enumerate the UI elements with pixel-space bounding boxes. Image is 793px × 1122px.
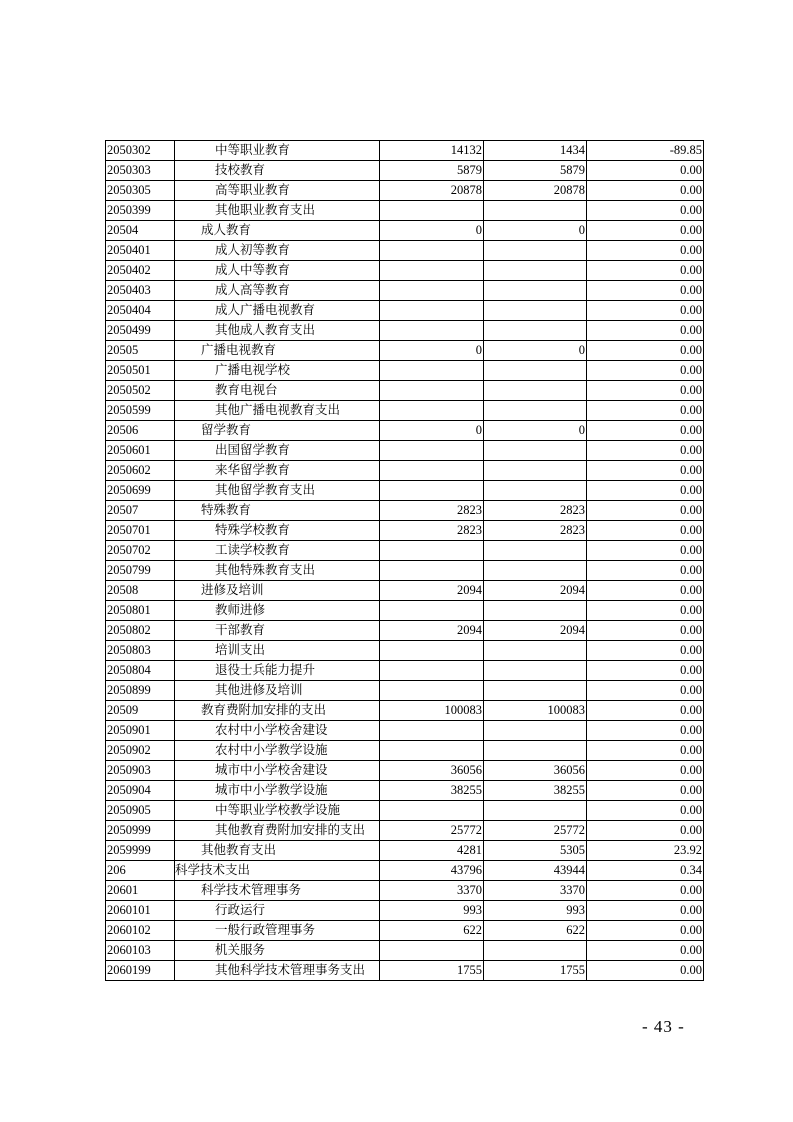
row-change-pct-cell: 0.00 (587, 321, 704, 341)
row-change-pct-cell: 0.00 (587, 221, 704, 241)
table-row (106, 821, 704, 841)
row-change-pct-cell: 0.00 (587, 201, 704, 221)
row-value-2-cell (484, 561, 587, 581)
table-row (106, 681, 704, 701)
row-value-2-cell: 0 (484, 421, 587, 441)
table-row (106, 481, 704, 501)
row-code-cell: 20507 (106, 501, 175, 521)
row-value-2-cell (484, 601, 587, 621)
row-code-cell: 2050903 (106, 761, 175, 781)
row-value-1-cell: 5879 (380, 161, 484, 181)
row-name-cell: 科学技术管理事务 (175, 881, 380, 901)
row-code-cell: 2050801 (106, 601, 175, 621)
table-row (106, 521, 704, 541)
row-value-2-cell (484, 201, 587, 221)
table-row (106, 261, 704, 281)
row-name-cell: 其他科学技术管理事务支出 (175, 961, 380, 981)
row-name-cell: 教育电视台 (175, 381, 380, 401)
row-value-1-cell: 0 (380, 341, 484, 361)
table-row (106, 361, 704, 381)
row-code-cell: 2050402 (106, 261, 175, 281)
row-name-cell: 教育费附加安排的支出 (175, 701, 380, 721)
table-row (106, 141, 704, 161)
row-code-cell: 2050802 (106, 621, 175, 641)
row-change-pct-cell: 0.00 (587, 801, 704, 821)
table-body (106, 141, 704, 981)
row-name-cell: 技校教育 (175, 161, 380, 181)
page-number: - 43 - (642, 1017, 685, 1036)
row-value-1-cell (380, 601, 484, 621)
table-row (106, 441, 704, 461)
row-name-cell: 来华留学教育 (175, 461, 380, 481)
row-value-1-cell (380, 541, 484, 561)
row-change-pct-cell: 0.00 (587, 381, 704, 401)
row-code-cell: 2060103 (106, 941, 175, 961)
row-name-cell: 成人高等教育 (175, 281, 380, 301)
row-name-cell: 其他留学教育支出 (175, 481, 380, 501)
row-value-1-cell: 4281 (380, 841, 484, 861)
table-row (106, 541, 704, 561)
row-change-pct-cell: 0.00 (587, 721, 704, 741)
table-row (106, 781, 704, 801)
row-code-cell: 20509 (106, 701, 175, 721)
row-value-1-cell (380, 261, 484, 281)
row-name-cell: 城市中小学教学设施 (175, 781, 380, 801)
table-row (106, 501, 704, 521)
row-value-1-cell: 2094 (380, 621, 484, 641)
row-name-cell: 行政运行 (175, 901, 380, 921)
row-change-pct-cell: 0.00 (587, 681, 704, 701)
row-change-pct-cell: 0.00 (587, 441, 704, 461)
row-value-2-cell: 2094 (484, 581, 587, 601)
row-value-2-cell: 993 (484, 901, 587, 921)
row-value-2-cell (484, 801, 587, 821)
row-code-cell: 2060102 (106, 921, 175, 941)
row-change-pct-cell: 0.00 (587, 701, 704, 721)
table-row (106, 601, 704, 621)
row-value-1-cell: 25772 (380, 821, 484, 841)
row-value-1-cell: 43796 (380, 861, 484, 881)
row-value-1-cell: 100083 (380, 701, 484, 721)
row-value-1-cell (380, 381, 484, 401)
row-change-pct-cell: 0.00 (587, 781, 704, 801)
row-code-cell: 2060199 (106, 961, 175, 981)
row-value-2-cell (484, 941, 587, 961)
row-name-cell: 特殊学校教育 (175, 521, 380, 541)
row-value-1-cell: 622 (380, 921, 484, 941)
row-change-pct-cell: 0.00 (587, 961, 704, 981)
row-value-1-cell (380, 441, 484, 461)
row-value-2-cell: 36056 (484, 761, 587, 781)
row-value-1-cell: 20878 (380, 181, 484, 201)
row-value-2-cell (484, 361, 587, 381)
row-name-cell: 干部教育 (175, 621, 380, 641)
row-change-pct-cell: 0.34 (587, 861, 704, 881)
table-row (106, 941, 704, 961)
row-value-1-cell (380, 561, 484, 581)
row-value-1-cell: 1755 (380, 961, 484, 981)
row-value-1-cell: 2094 (380, 581, 484, 601)
row-value-2-cell (484, 241, 587, 261)
row-code-cell: 2050799 (106, 561, 175, 581)
table-row (106, 861, 704, 881)
row-value-1-cell (380, 941, 484, 961)
row-code-cell: 2050699 (106, 481, 175, 501)
row-code-cell: 2050902 (106, 741, 175, 761)
row-code-cell: 2050501 (106, 361, 175, 381)
row-name-cell: 一般行政管理事务 (175, 921, 380, 941)
row-value-2-cell: 1434 (484, 141, 587, 161)
row-change-pct-cell: 23.92 (587, 841, 704, 861)
row-value-1-cell (380, 681, 484, 701)
row-value-2-cell: 3370 (484, 881, 587, 901)
row-change-pct-cell: 0.00 (587, 601, 704, 621)
row-name-cell: 其他职业教育支出 (175, 201, 380, 221)
table-row (106, 901, 704, 921)
row-code-cell: 2050803 (106, 641, 175, 661)
row-name-cell: 其他特殊教育支出 (175, 561, 380, 581)
table-row (106, 321, 704, 341)
row-name-cell: 农村中小学校舍建设 (175, 721, 380, 741)
row-change-pct-cell: 0.00 (587, 661, 704, 681)
row-value-2-cell: 622 (484, 921, 587, 941)
row-code-cell: 2050999 (106, 821, 175, 841)
row-change-pct-cell: 0.00 (587, 881, 704, 901)
row-code-cell: 2050602 (106, 461, 175, 481)
row-change-pct-cell: 0.00 (587, 421, 704, 441)
row-code-cell: 20504 (106, 221, 175, 241)
row-value-2-cell: 100083 (484, 701, 587, 721)
row-code-cell: 2050399 (106, 201, 175, 221)
row-value-2-cell (484, 301, 587, 321)
row-change-pct-cell: 0.00 (587, 941, 704, 961)
row-value-2-cell: 0 (484, 221, 587, 241)
row-code-cell: 2050905 (106, 801, 175, 821)
table-row (106, 201, 704, 221)
row-change-pct-cell: 0.00 (587, 301, 704, 321)
row-value-1-cell: 38255 (380, 781, 484, 801)
row-value-1-cell (380, 241, 484, 261)
row-code-cell: 2050701 (106, 521, 175, 541)
row-name-cell: 其他广播电视教育支出 (175, 401, 380, 421)
table-row (106, 581, 704, 601)
table-row (106, 281, 704, 301)
row-change-pct-cell: 0.00 (587, 581, 704, 601)
row-value-1-cell (380, 461, 484, 481)
row-change-pct-cell: 0.00 (587, 641, 704, 661)
table-row (106, 461, 704, 481)
row-name-cell: 留学教育 (175, 421, 380, 441)
row-value-1-cell (380, 641, 484, 661)
row-change-pct-cell: 0.00 (587, 901, 704, 921)
row-name-cell: 农村中小学教学设施 (175, 741, 380, 761)
table-row (106, 381, 704, 401)
row-value-1-cell: 2823 (380, 501, 484, 521)
row-code-cell: 20508 (106, 581, 175, 601)
table-row (106, 341, 704, 361)
table-row (106, 221, 704, 241)
row-value-1-cell: 0 (380, 421, 484, 441)
row-value-1-cell (380, 321, 484, 341)
row-value-2-cell: 25772 (484, 821, 587, 841)
row-value-1-cell (380, 401, 484, 421)
row-code-cell: 2050904 (106, 781, 175, 801)
row-code-cell: 2050804 (106, 661, 175, 681)
row-value-2-cell (484, 661, 587, 681)
row-name-cell: 工读学校教育 (175, 541, 380, 561)
table-row (106, 241, 704, 261)
row-change-pct-cell: 0.00 (587, 821, 704, 841)
row-name-cell: 进修及培训 (175, 581, 380, 601)
row-change-pct-cell: 0.00 (587, 281, 704, 301)
row-code-cell: 2050401 (106, 241, 175, 261)
row-value-2-cell (484, 541, 587, 561)
table-row (106, 181, 704, 201)
row-name-cell: 中等职业教育 (175, 141, 380, 161)
row-value-2-cell (484, 481, 587, 501)
row-value-1-cell: 993 (380, 901, 484, 921)
row-name-cell: 成人初等教育 (175, 241, 380, 261)
row-change-pct-cell: 0.00 (587, 761, 704, 781)
row-code-cell: 2050899 (106, 681, 175, 701)
row-change-pct-cell: 0.00 (587, 241, 704, 261)
row-code-cell: 2050502 (106, 381, 175, 401)
row-change-pct-cell: 0.00 (587, 501, 704, 521)
table-row (106, 301, 704, 321)
table-row (106, 921, 704, 941)
row-change-pct-cell: 0.00 (587, 181, 704, 201)
table-row (106, 761, 704, 781)
row-value-2-cell: 2823 (484, 521, 587, 541)
row-change-pct-cell: 0.00 (587, 561, 704, 581)
row-name-cell: 其他成人教育支出 (175, 321, 380, 341)
row-value-2-cell: 20878 (484, 181, 587, 201)
row-value-1-cell (380, 481, 484, 501)
row-name-cell: 教师进修 (175, 601, 380, 621)
row-name-cell: 其他教育支出 (175, 841, 380, 861)
row-value-2-cell: 2094 (484, 621, 587, 641)
row-code-cell: 2050901 (106, 721, 175, 741)
row-value-2-cell (484, 281, 587, 301)
row-value-2-cell: 0 (484, 341, 587, 361)
row-code-cell: 2060101 (106, 901, 175, 921)
row-value-1-cell (380, 741, 484, 761)
row-code-cell: 2050499 (106, 321, 175, 341)
row-value-1-cell (380, 661, 484, 681)
row-code-cell: 2050702 (106, 541, 175, 561)
row-value-2-cell (484, 721, 587, 741)
table-row (106, 801, 704, 821)
row-value-2-cell (484, 441, 587, 461)
row-code-cell: 2050599 (106, 401, 175, 421)
row-code-cell: 2050601 (106, 441, 175, 461)
row-change-pct-cell: 0.00 (587, 621, 704, 641)
row-code-cell: 20506 (106, 421, 175, 441)
row-change-pct-cell: 0.00 (587, 481, 704, 501)
row-name-cell: 其他进修及培训 (175, 681, 380, 701)
row-value-2-cell (484, 641, 587, 661)
budget-table (105, 140, 704, 981)
row-name-cell: 广播电视教育 (175, 341, 380, 361)
row-value-2-cell (484, 741, 587, 761)
row-change-pct-cell: 0.00 (587, 341, 704, 361)
row-name-cell: 高等职业教育 (175, 181, 380, 201)
row-code-cell: 20601 (106, 881, 175, 901)
row-value-1-cell: 0 (380, 221, 484, 241)
row-name-cell: 科学技术支出 (175, 861, 380, 881)
table-row (106, 881, 704, 901)
table-row (106, 401, 704, 421)
row-value-1-cell (380, 281, 484, 301)
row-code-cell: 2059999 (106, 841, 175, 861)
row-change-pct-cell: 0.00 (587, 401, 704, 421)
table-row (106, 721, 704, 741)
row-value-2-cell (484, 261, 587, 281)
row-value-1-cell: 14132 (380, 141, 484, 161)
table-row (106, 841, 704, 861)
table-row (106, 701, 704, 721)
row-name-cell: 出国留学教育 (175, 441, 380, 461)
table-row (106, 421, 704, 441)
row-name-cell: 成人教育 (175, 221, 380, 241)
row-value-2-cell: 38255 (484, 781, 587, 801)
row-name-cell: 退役士兵能力提升 (175, 661, 380, 681)
row-value-2-cell (484, 381, 587, 401)
row-code-cell: 2050302 (106, 141, 175, 161)
row-name-cell: 中等职业学校教学设施 (175, 801, 380, 821)
row-value-2-cell: 5305 (484, 841, 587, 861)
row-value-1-cell (380, 201, 484, 221)
row-value-1-cell (380, 301, 484, 321)
row-change-pct-cell: 0.00 (587, 261, 704, 281)
row-name-cell: 广播电视学校 (175, 361, 380, 381)
row-value-2-cell (484, 461, 587, 481)
table-row (106, 961, 704, 981)
table-row (106, 661, 704, 681)
table-row (106, 561, 704, 581)
row-name-cell: 成人中等教育 (175, 261, 380, 281)
row-value-2-cell: 2823 (484, 501, 587, 521)
row-value-1-cell: 3370 (380, 881, 484, 901)
row-change-pct-cell: 0.00 (587, 461, 704, 481)
row-value-1-cell (380, 721, 484, 741)
row-code-cell: 2050303 (106, 161, 175, 181)
row-value-1-cell (380, 801, 484, 821)
table-row (106, 741, 704, 761)
row-code-cell: 2050403 (106, 281, 175, 301)
row-value-1-cell: 36056 (380, 761, 484, 781)
table-row (106, 161, 704, 181)
row-change-pct-cell: 0.00 (587, 921, 704, 941)
row-name-cell: 特殊教育 (175, 501, 380, 521)
row-change-pct-cell: 0.00 (587, 541, 704, 561)
row-name-cell: 培训支出 (175, 641, 380, 661)
row-code-cell: 2050404 (106, 301, 175, 321)
row-value-2-cell (484, 401, 587, 421)
row-value-2-cell: 5879 (484, 161, 587, 181)
row-value-2-cell (484, 681, 587, 701)
row-value-1-cell: 2823 (380, 521, 484, 541)
row-value-2-cell: 1755 (484, 961, 587, 981)
row-change-pct-cell: 0.00 (587, 741, 704, 761)
row-value-2-cell: 43944 (484, 861, 587, 881)
row-value-2-cell (484, 321, 587, 341)
row-code-cell: 20505 (106, 341, 175, 361)
row-change-pct-cell: 0.00 (587, 521, 704, 541)
row-name-cell: 成人广播电视教育 (175, 301, 380, 321)
row-change-pct-cell: -89.85 (587, 141, 704, 161)
row-name-cell: 其他教育费附加安排的支出 (175, 821, 380, 841)
row-name-cell: 城市中小学校舍建设 (175, 761, 380, 781)
table-row (106, 621, 704, 641)
row-code-cell: 2050305 (106, 181, 175, 201)
row-name-cell: 机关服务 (175, 941, 380, 961)
row-change-pct-cell: 0.00 (587, 161, 704, 181)
row-code-cell: 206 (106, 861, 175, 881)
row-change-pct-cell: 0.00 (587, 361, 704, 381)
table-row (106, 641, 704, 661)
row-value-1-cell (380, 361, 484, 381)
